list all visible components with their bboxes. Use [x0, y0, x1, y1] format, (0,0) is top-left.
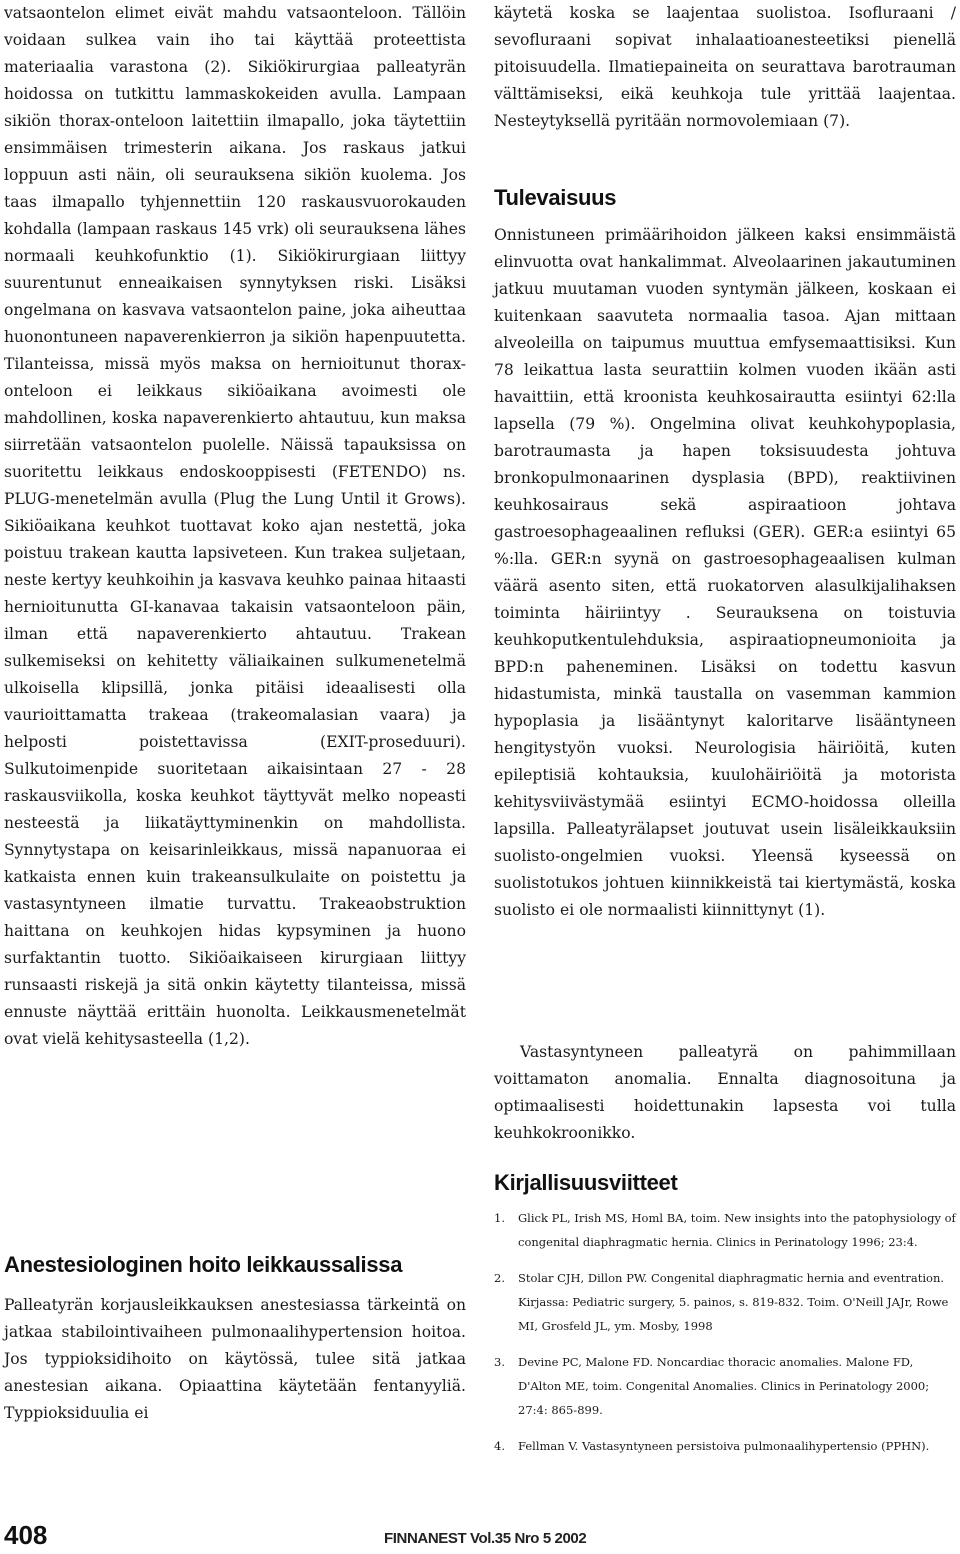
- page-number: 408: [4, 1520, 48, 1550]
- reference-number: 3.: [494, 1355, 505, 1369]
- reference-text: Glick PL, Irish MS, Homl BA, toim. New insights into the patophysiology of congenital diaphragmatic hernia. Clinics in Perinatology 1996; 23:4.: [518, 1211, 956, 1249]
- body-paragraph: Onnistuneen primäärihoidon jälkeen kaksi ensimmäistä elinvuotta ovat hankalimmat. Alveolaarinen jakautuminen jatkuu muutaman vuoden syntymän jälkeen, koskaan ei kuitenkaan saavuteta normaalia tasoa. Ajan mittaan alveoleilla on taipumus muuttua emfysemaattisiksi. Kun 78 leikattua lasta seurattiin kolmen vuoden ikään asti havaittiin, että kroonista keuhkosairautta esiintyi 62:lla lapsella (79 %). Ongelmina olivat keuhkohypoplasia, barotraumasta ja hapen toksisuudesta johtuva bronkopulmonaarinen dysplasia (BPD), reaktiivinen keuhkosairaus sekä aspiraatioon johtava gastroesophageaalinen refluksi (GER). GER:a esiintyi 65 %:lla. GER:n syynä on gastroesophageaalisen kulman väärä asento siten, että ruokatorven alasulkijalihaksen toiminta häiriintyy . Seurauksena on toistuvia keuhkoputkentulehduksia, aspiraatiopneumonioita ja BPD:n paheneminen. Lisäksi on todettu kasvun hidastumista, minkä taustalla on vasemman kammion hypoplasia ja lisääntynyt kaloritarve lisääntyneen hengitystyön vuoksi. Neurologisia häiriöitä, kuten epileptisiä kohtauksia, kuulohäiriöitä ja motorista kehitysviivästymää esiintyi ECMO-hoidossa olleilla lapsilla. Palleatyrälapset joutuvat usein lisäleikkauksiin suolisto-ongelmien vuoksi. Yleensä kyseessä on suolistotukos johtuen kiinnikkeistä tai kiertymästä, koska suolisto ei ole normaalisti kiinnittynyt (1).: [494, 226, 956, 919]
- section-heading-references: Kirjallisuusviitteet: [494, 1170, 678, 1195]
- journal-footer: FINNANEST Vol.35 Nro 5 2002: [384, 1530, 587, 1547]
- reference-item: [494, 1206, 956, 1254]
- section-heading-future: Tulevaisuus: [494, 185, 617, 210]
- body-paragraph: Palleatyrän korjausleikkauksen anestesiassa tärkeintä on jatkaa stabilointivaiheen pulmonaalihypertension hoitoa. Jos typpioksidihoito on käytössä, tulee sitä jatkaa anestesian aikana. Opiaattina käytetään fentanyyliä. Typpioksiduulia ei: [4, 1296, 466, 1422]
- reference-number: 4.: [494, 1439, 505, 1453]
- reference-item: [494, 1350, 956, 1422]
- reference-list: [494, 1206, 956, 1470]
- body-paragraph: käytetä koska se laajentaa suolistoa. Isofluraani / sevofluraani sopivat inhalaatioanesteetiksi pienellä pitoisuudella. Ilmatiepaineita on seurattava barotrauman välttämiseksi, eikä keuhkoja tule yrittää laajentaa. Nesteytyksellä pyritään normovolemiaan (7).: [494, 4, 956, 130]
- section-heading-anesthesia: Anestesiologinen hoito leikkaussalissa: [4, 1252, 403, 1277]
- reference-text: Fellman V. Vastasyntyneen persistoiva pulmonaalihypertensio (PPHN).: [518, 1439, 930, 1453]
- reference-number: 2.: [494, 1271, 505, 1285]
- reference-text: Devine PC, Malone FD. Noncardiac thoracic anomalies. Malone FD, D'Alton ME, toim. Congenital Anomalies. Clinics in Perinatology 2000; 27:4: 865-899.: [518, 1355, 930, 1417]
- body-paragraph: Vastasyntyneen palleatyrä on pahimmillaan voittamaton anomalia. Ennalta diagnosoituna ja optimaalisesti hoidettunakin lapsesta voi tulla keuhkokroonikko.: [494, 1043, 956, 1142]
- reference-item: [494, 1434, 956, 1458]
- body-paragraph: vatsaontelon elimet eivät mahdu vatsaonteloon. Tällöin voidaan sulkea vain iho tai käyttää proteettista materiaalia varastona (2). Sikiökirurgiaa palleatyrän hoidossa on tutkittu lammaskokeiden avulla. Lampaan sikiön thorax-onteloon laitettiin ilmapallo, joka täytettiin ensimmäisen trimesterin aikana. Jos raskaus jatkui loppuun asti näin, oli seurauksena sikiön kuolema. Jos taas ilmapallo tyhjennettiin 120 raskausvuorokauden kohdalla (lampaan raskaus 145 vrk) oli seurauksena lähes normaali keuhkofunktio (1). Sikiökirurgiaan liittyy suurentunut enneaikaisen synnytyksen riski. Lisäksi ongelmana on kasvava vatsaontelon paine, joka aiheuttaa huonontuneen napaverenkierron ja sikiön hapenpuutetta. Tilanteissa, missä myös maksa on hernioitunut thorax-onteloon ei leikkaus sikiöaikana avoimesti ole mahdollinen, koska napaverenkierto ahtautuu, kun maksa siirretään vatsaontelon puolelle. Näissä tapauksissa on suoritettu leikkaus endoskooppisesti (FETENDO) ns. PLUG-menetelmän avulla (Plug the Lung Until it Grows). Sikiöaikana keuhkot tuottavat koko ajan nestettä, joka poistuu trakean kautta lapsiveteen. Kun trakea suljetaan, neste kertyy keuhkoihin ja kasvava keuhko painaa hitaasti hernioitunutta GI-kanavaa takaisin vatsaonteloon päin, ilman että napaverenkierto ahtautuu. Trakean sulkemiseksi on kehitetty väliaikainen sulkumenetelmä ulkoisella klipsillä, jonka pitäisi ideaalisesti olla vaurioittamatta trakeaa (trakeomalasian vaara) ja helposti poistettavissa (EXIT-proseduuri). Sulkutoimenpide suoritetaan aikaisintaan 27 - 28 raskausviikolla, koska keuhkot täyttyvät melko nopeasti nesteestä ja liikatäyttyminenkin on mahdollista. Synnytystapa on keisarinleikkaus, missä napanuoraa ei katkaista ennen kuin trakeansulkulaite on poistettu ja vastasyntyneen ilmatie turvattu. Trakeaobstruktion haittana on keuhkojen hidas kypsyminen ja huono surfaktantin tuotto. Sikiöaikaiseen kirurgiaan liittyy runsaasti riskejä ja sitä onkin käytetty tilanteissa, missä ennuste näyttää erittäin huonolta. Leikkausmenetelmät ovat vielä kehitysasteella (1,2).: [4, 4, 466, 1048]
- reference-item: [494, 1266, 956, 1338]
- reference-number: 1.: [494, 1211, 505, 1225]
- reference-text: Stolar CJH, Dillon PW. Congenital diaphragmatic hernia and eventration. Kirjassa: Pediatric surgery, 5. painos, s. 819-832. Toim. O'Neill JAJr, Rowe MI, Grosfeld JL, ym. Mosby, 1998: [518, 1271, 949, 1333]
